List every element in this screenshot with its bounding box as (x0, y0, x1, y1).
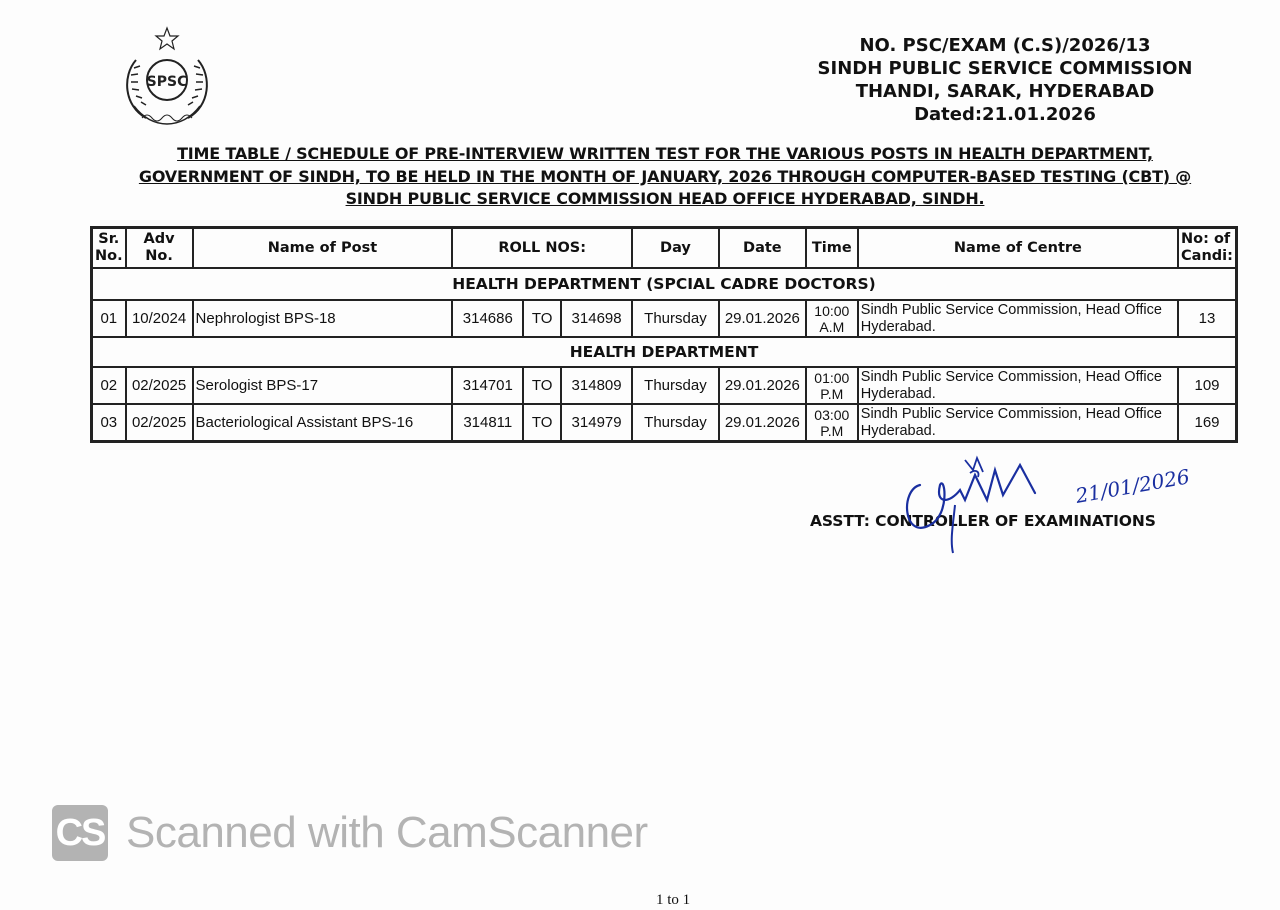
roll-to-label-cell: TO (523, 300, 561, 337)
header-block (790, 34, 1220, 126)
date-cell: 29.01.2026 (719, 404, 806, 441)
candidates-cell: 13 (1178, 300, 1236, 337)
section-row (92, 337, 1236, 367)
logo-text: SPSC (146, 74, 188, 90)
day-cell: Thursday (632, 300, 719, 337)
title-line-2: GOVERNMENT OF SINDH, TO BE HELD IN THE MONTH OF JANUARY, 2026 THROUGH COMPUTER-BASED TESTING (CBT) @ (138, 166, 1192, 186)
day-cell: Thursday (632, 404, 719, 441)
day-cell: Thursday (632, 367, 719, 404)
sr-cell: 03 (92, 404, 126, 441)
document-title (90, 143, 1240, 211)
date-cell: 29.01.2026 (719, 300, 806, 337)
watermark-text: Scanned with CamScanner (126, 808, 648, 857)
time-cell: 10:00 A.M (806, 300, 858, 337)
col-header-centre: Name of Centre (858, 228, 1178, 268)
col-header-time: Time (806, 228, 858, 268)
section-title: HEALTH DEPARTMENT (SPCIAL CADRE DOCTORS) (92, 268, 1236, 300)
roll-to-cell: 314698 (561, 300, 632, 337)
sr-cell: 01 (92, 300, 126, 337)
organization-address: THANDI, SARAK, HYDERABAD (855, 81, 1155, 102)
schedule-table (90, 226, 1238, 443)
title-line-1: TIME TABLE / SCHEDULE OF PRE-INTERVIEW WRITTEN TEST FOR THE VARIOUS POSTS IN HEALTH DEPARTMENT, (177, 144, 1153, 163)
roll-from-cell: 314811 (452, 404, 523, 441)
roll-from-cell: 314686 (452, 300, 523, 337)
spsc-logo-icon (112, 26, 222, 128)
table-row (92, 404, 1236, 441)
candidates-cell: 109 (1178, 367, 1236, 404)
post-cell: Serologist BPS-17 (193, 367, 453, 404)
svg-text:21/01/2026: 21/01/2026 (1073, 464, 1192, 508)
organization-name: SINDH PUBLIC SERVICE COMMISSION (817, 58, 1193, 79)
table-row (92, 300, 1236, 337)
col-header-roll: ROLL NOS: (452, 228, 632, 268)
centre-cell: Sindh Public Service Commission, Head Office Hyderabad. (858, 300, 1178, 337)
page-number: 1 to 1 (656, 892, 691, 908)
adv-cell: 10/2024 (126, 300, 193, 337)
handwritten-signature-icon (895, 445, 1200, 565)
time-cell: 03:00 P.M (806, 404, 858, 441)
centre-cell: Sindh Public Service Commission, Head Office Hyderabad. (858, 404, 1178, 441)
scanner-watermark (52, 805, 648, 861)
camscanner-logo-icon: CS (52, 805, 108, 861)
signatory-designation: ASSTT: CONTROLLER OF EXAMINATIONS (810, 512, 1156, 530)
adv-cell: 02/2025 (126, 404, 193, 441)
section-title: HEALTH DEPARTMENT (92, 337, 1236, 367)
candidates-cell: 169 (1178, 404, 1236, 441)
table-row (92, 367, 1236, 404)
adv-cell: 02/2025 (126, 367, 193, 404)
section-row (92, 268, 1236, 300)
col-header-adv: Adv No. (126, 228, 193, 268)
title-line-3: SINDH PUBLIC SERVICE COMMISSION HEAD OFFICE HYDERABAD, SINDH. (345, 189, 985, 208)
roll-to-cell: 314979 (561, 404, 632, 441)
col-header-sr: Sr. No. (92, 228, 126, 268)
roll-from-cell: 314701 (452, 367, 523, 404)
table-header-row (92, 228, 1236, 268)
time-cell: 01:00 P.M (806, 367, 858, 404)
reference-number: NO. PSC/EXAM (C.S)/2026/13 (859, 35, 1151, 56)
post-cell: Nephrologist BPS-18 (193, 300, 453, 337)
post-cell: Bacteriological Assistant BPS-16 (193, 404, 453, 441)
document-date: Dated:21.01.2026 (914, 104, 1096, 125)
col-header-date: Date (719, 228, 806, 268)
date-cell: 29.01.2026 (719, 367, 806, 404)
col-header-day: Day (632, 228, 719, 268)
roll-to-cell: 314809 (561, 367, 632, 404)
roll-to-label-cell: TO (523, 367, 561, 404)
col-header-post: Name of Post (193, 228, 453, 268)
col-header-candidates: No: of Candi: (1178, 228, 1236, 268)
sr-cell: 02 (92, 367, 126, 404)
roll-to-label-cell: TO (523, 404, 561, 441)
centre-cell: Sindh Public Service Commission, Head Office Hyderabad. (858, 367, 1178, 404)
